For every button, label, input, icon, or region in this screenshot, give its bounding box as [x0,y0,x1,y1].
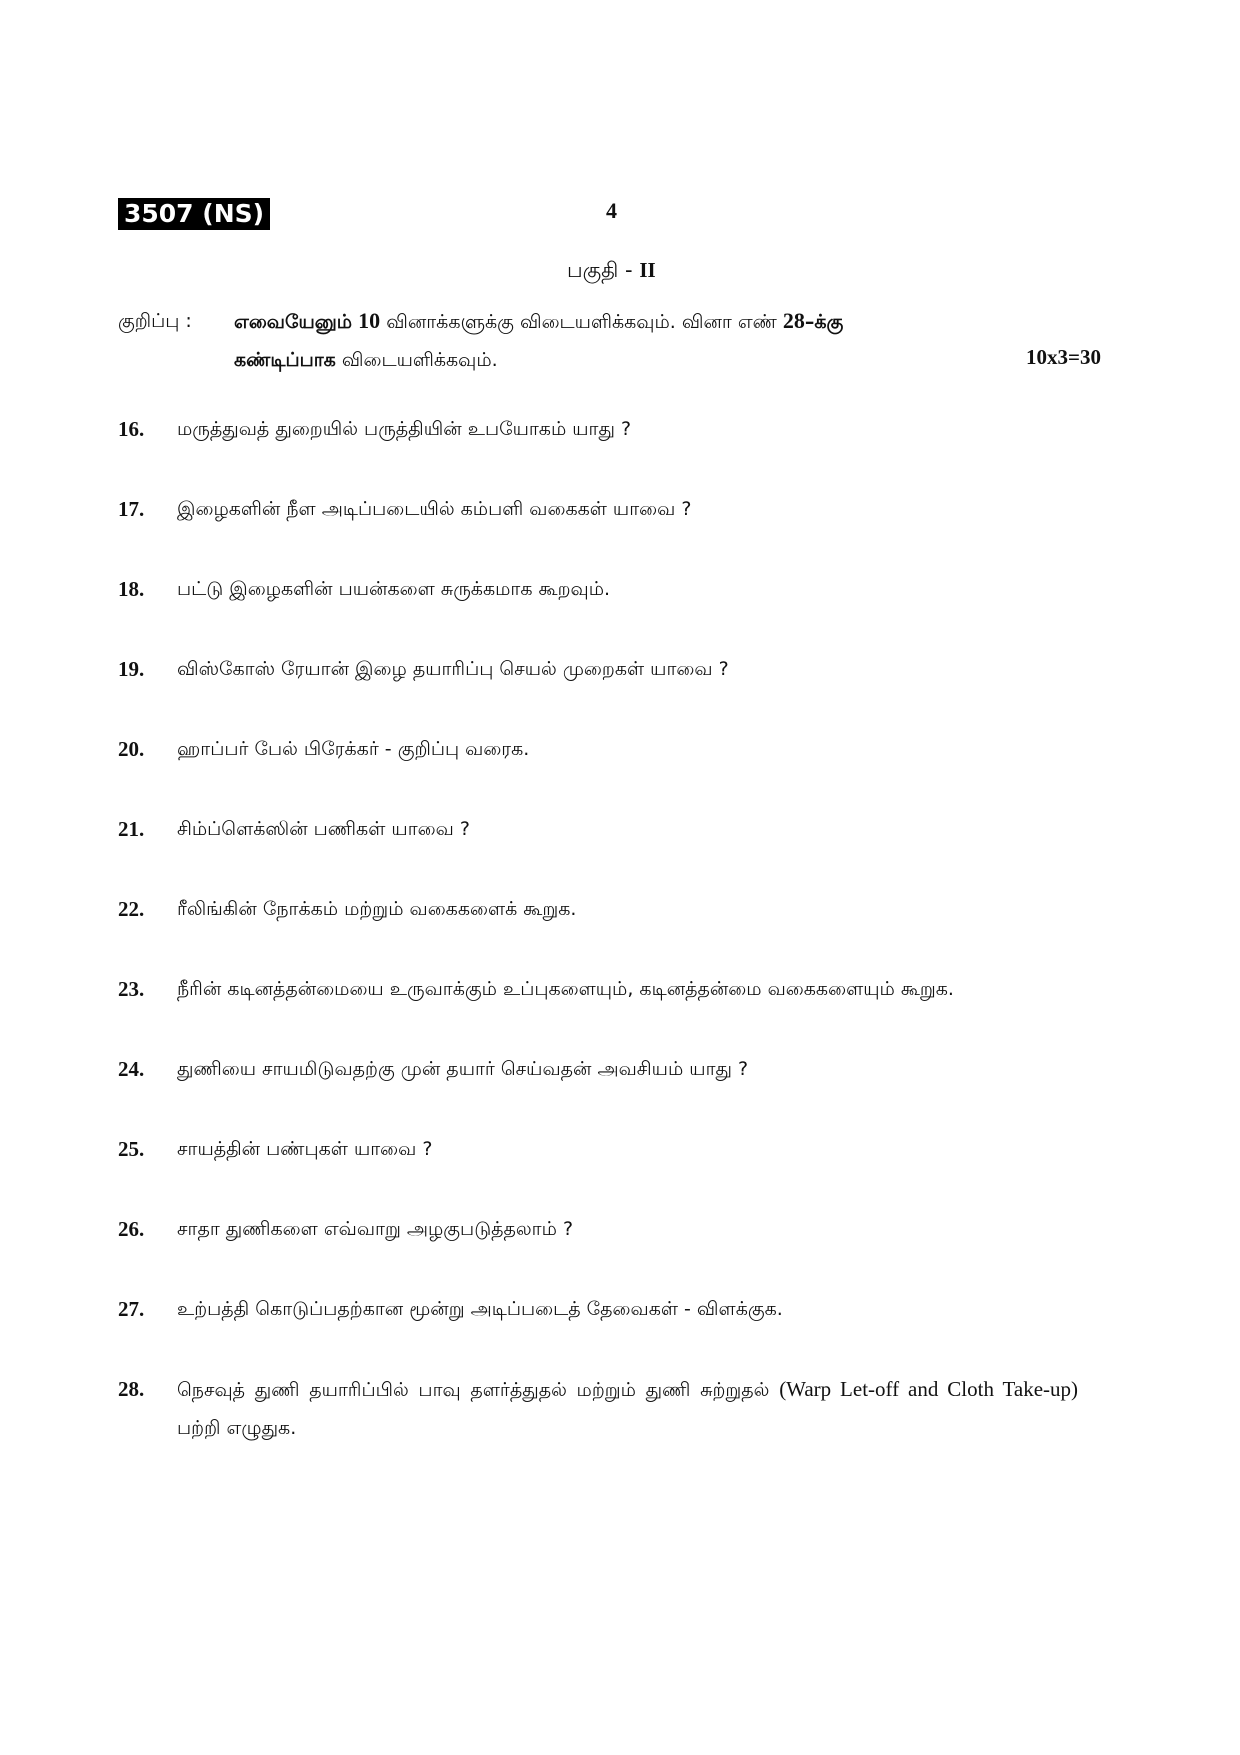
question-item [118,570,1078,612]
question-number: 19. [118,657,145,681]
question-number: 17. [118,497,145,521]
question-text: நீரின் கடினத்தன்மையை உருவாக்கும் உப்புகளையும், கடினத்தன்மை வகைகளையும் கூறுக. [177,978,954,1000]
question-number: 18. [118,577,145,601]
question-item [118,890,1078,932]
question-text-english: (Warp Let-off and Cloth Take-up) [779,1377,1079,1401]
note-middle: வினாக்களுக்கு விடையளிக்கவும். வினா எண் [386,311,777,333]
question-text-part1: நெசவுத் துணி தயாரிப்பில் பாவு தளர்த்துதல் மற்றும் துணி சுற்றுதல் [177,1379,770,1401]
question-list [118,410,1078,1485]
question-item [118,970,1078,1012]
note-label: குறிப்பு : [118,310,192,332]
question-item [118,1130,1078,1172]
question-number: 22. [118,897,145,921]
question-text: மருத்துவத் துறையில் பருத்தியின் உபயோகம் யாது ? [177,418,632,440]
question-number: 26. [118,1217,145,1241]
note-bold-lead: எவையேனும் [234,311,353,333]
note-bold-mandatory: கண்டிப்பாக [234,349,336,371]
question-item [118,1050,1078,1092]
note-question-no: 28 [782,308,805,333]
question-text: ஹாப்பர் பேல் பிரேக்கர் - குறிப்பு வரைக. [177,738,530,760]
question-text: பட்டு இழைகளின் பயன்களை சுருக்கமாக கூறவும். [177,578,611,600]
question-number: 21. [118,817,145,841]
question-item [118,1210,1078,1252]
question-number: 20. [118,737,145,761]
question-number: 28. [118,1377,145,1401]
question-text-part2: பற்றி எழுதுக. [177,1417,297,1439]
section-title [567,258,656,285]
question-item [118,730,1078,772]
question-item [118,1370,1078,1447]
marks-scheme: 10x3=30 [1026,345,1101,369]
instructions-note [118,302,1078,379]
paper-code-badge: 3507 (NS) [118,198,270,230]
question-text: விஸ்கோஸ் ரேயான் இழை தயாரிப்பு செயல் முறைகள் யாவை ? [177,658,729,680]
question-item [118,1290,1078,1332]
question-item [118,490,1078,532]
question-text: உற்பத்தி கொடுப்பதற்கான மூன்று அடிப்படைத் தேவைகள் - விளக்குக. [177,1298,783,1320]
section-title-roman: II [639,258,656,282]
section-title-text: பகுதி - [567,258,640,282]
question-number: 24. [118,1057,145,1081]
note-body [234,302,1078,379]
note-count: 10 [358,308,381,333]
question-text: சிம்ப்ளெக்ஸின் பணிகள் யாவை ? [177,818,470,840]
question-text: துணியை சாயமிடுவதற்கு முன் தயார் செய்வதன் அவசியம் யாது ? [177,1058,749,1080]
note-bold-suffix: –க்கு [804,311,844,333]
question-item [118,650,1078,692]
question-number: 23. [118,977,145,1001]
question-item [118,810,1078,852]
question-text: இழைகளின் நீள அடிப்படையில் கம்பளி வகைகள் யாவை ? [177,498,692,520]
question-number: 27. [118,1297,145,1321]
question-number: 16. [118,417,145,441]
question-text: ரீலிங்கின் நோக்கம் மற்றும் வகைகளைக் கூறுக. [177,898,577,920]
question-text [177,1370,1078,1447]
question-item [118,410,1078,452]
question-text: சாதா துணிகளை எவ்வாறு அழகுபடுத்தலாம் ? [177,1218,574,1240]
note-end: விடையளிக்கவும். [341,349,498,371]
question-number: 25. [118,1137,145,1161]
question-text: சாயத்தின் பண்புகள் யாவை ? [177,1138,433,1160]
page-number: 4 [606,198,617,223]
